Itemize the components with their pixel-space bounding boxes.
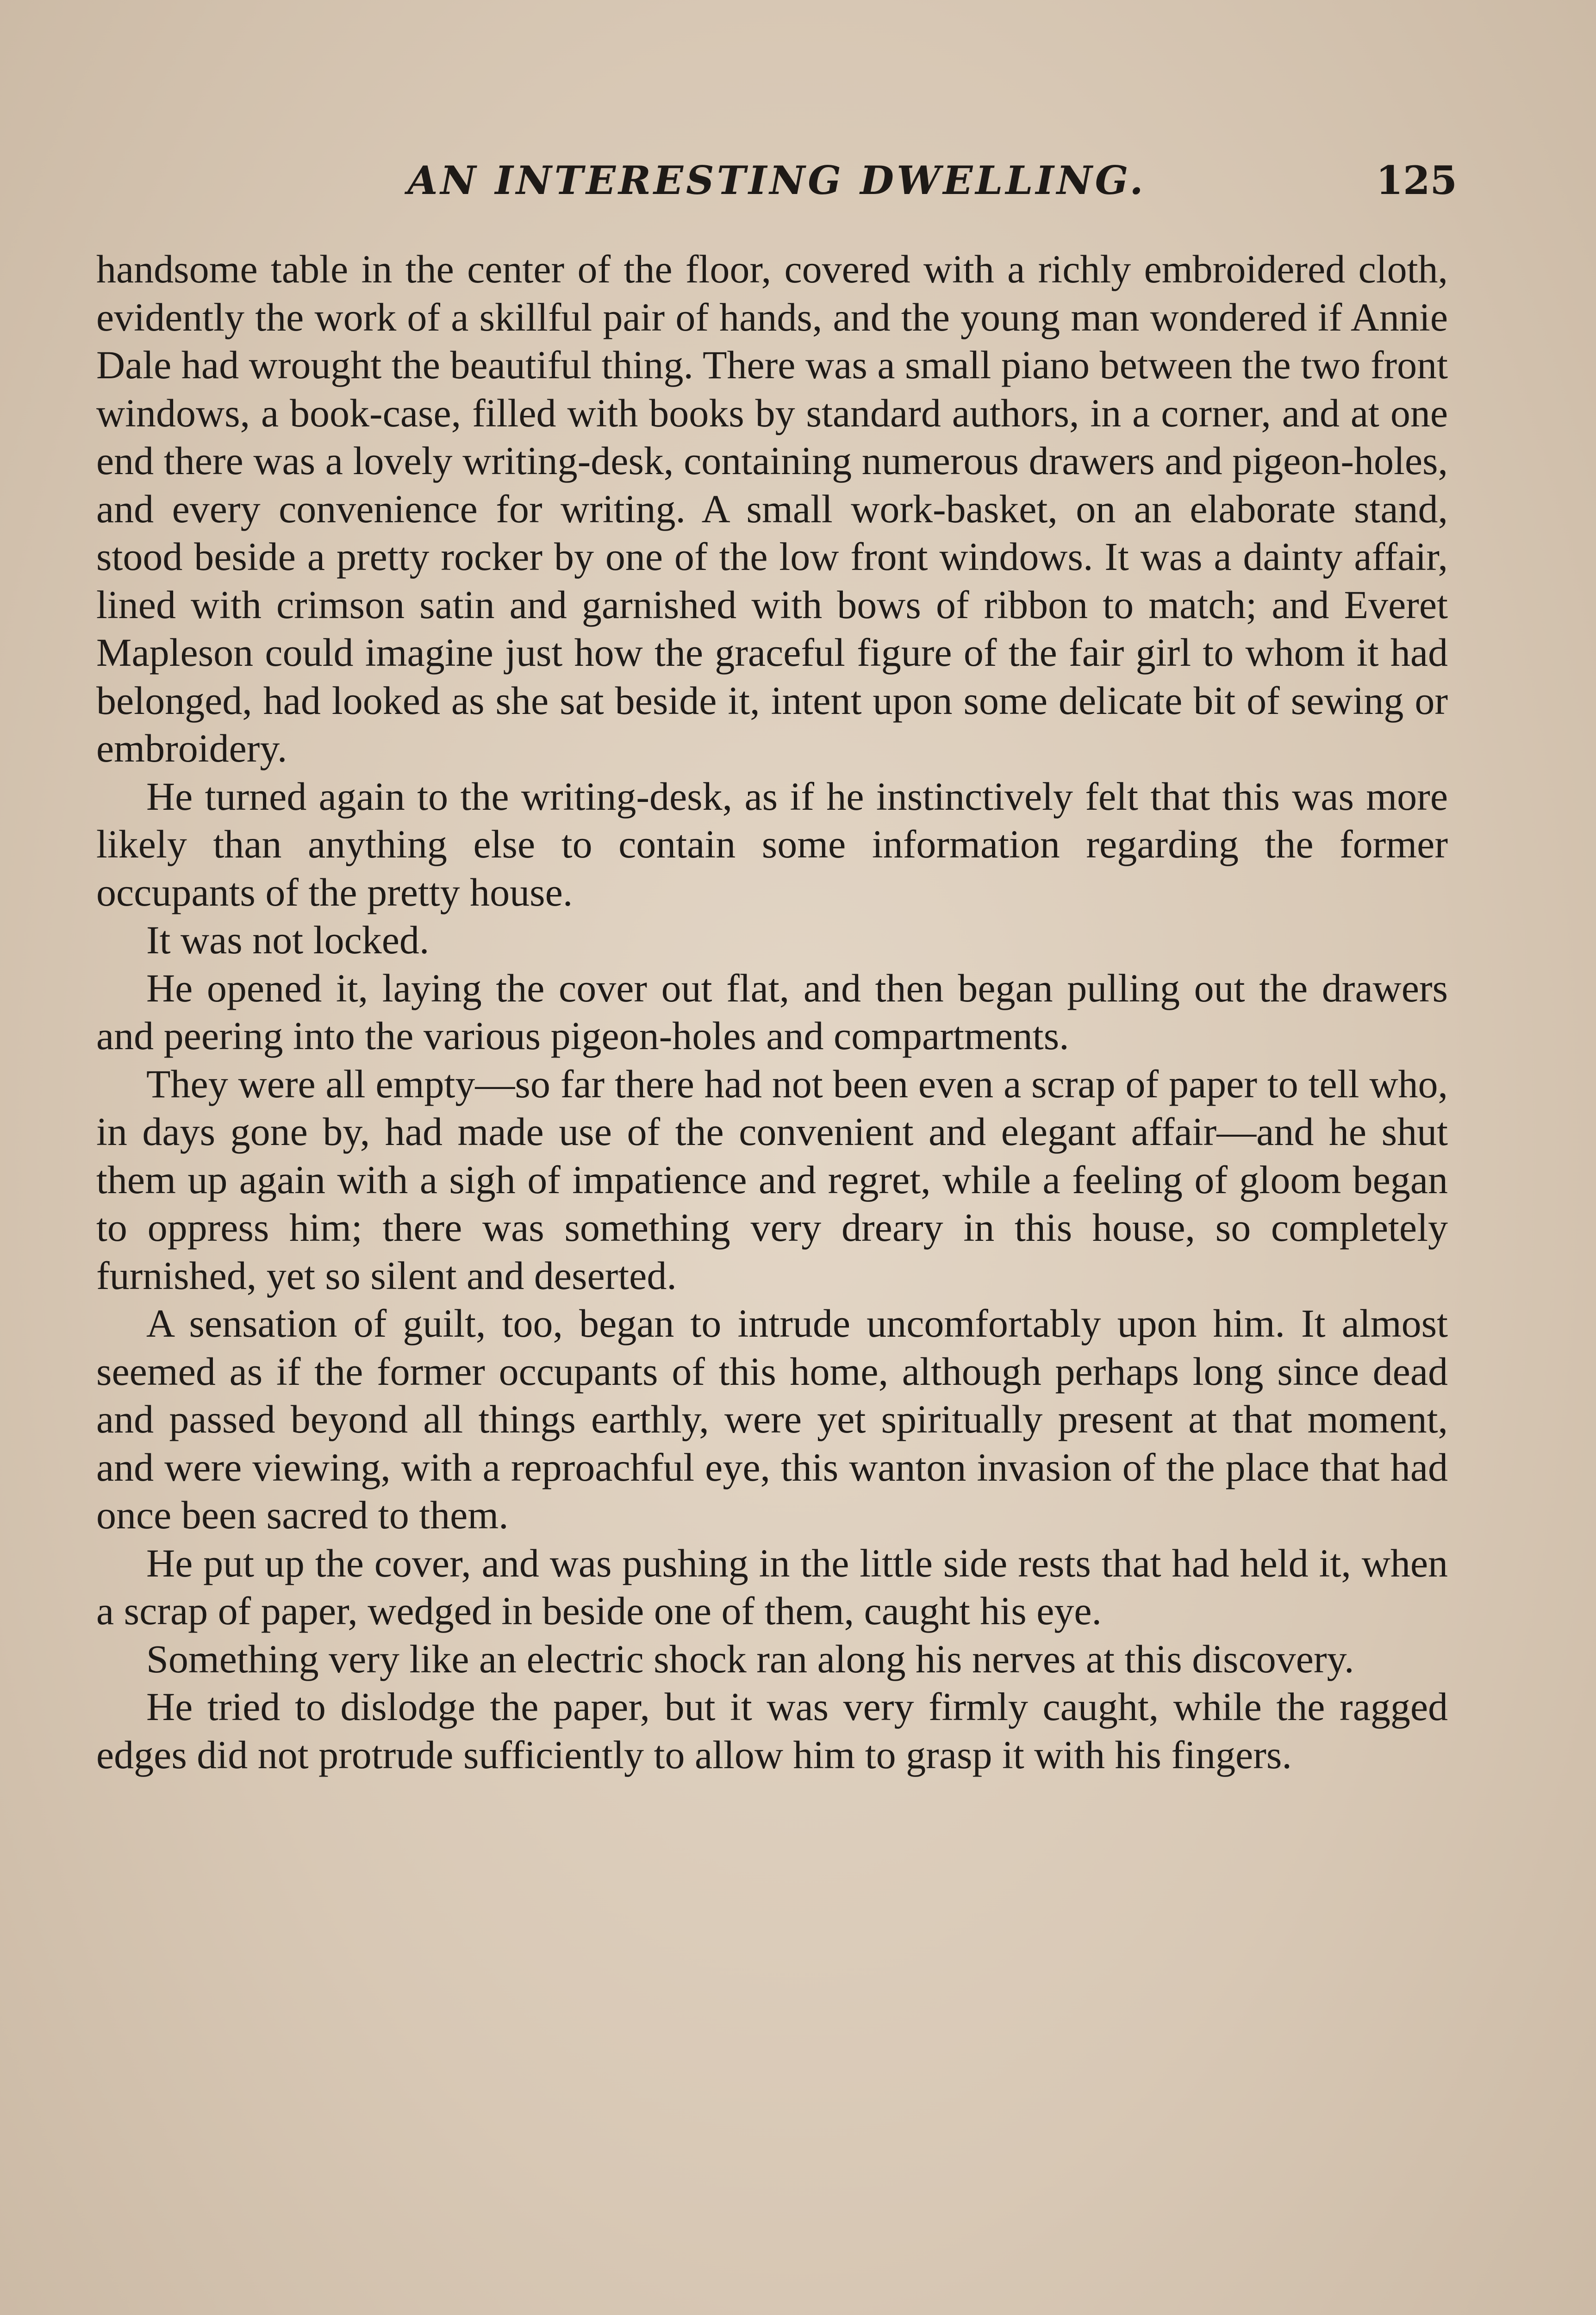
paragraph: He put up the cover, and was pushing in the little side rests that had held it, when a scrap of paper, wedged in beside one of them, caught his eye. — [96, 1540, 1448, 1633]
paragraph: He tried to dislodge the paper, but it was very firmly caught, while the ragged edges did not protrude sufficiently to allow him to grasp it with his fingers. — [96, 1684, 1448, 1777]
page-number: 125 — [1376, 157, 1457, 203]
running-title: AN INTERESTING DWELLING. — [407, 157, 1146, 203]
paragraph: It was not locked. — [146, 918, 430, 962]
body-text — [96, 245, 1448, 1779]
paragraph: Something very like an electric shock ran along his nerves at this discovery. — [146, 1636, 1354, 1681]
page-header — [96, 153, 1457, 208]
paragraph: A sensation of guilt, too, began to intrude uncomfortably upon him. It almost seemed as if the former occupants of this home, although perhaps long since dead and passed beyond all things earthly, were yet spiritually present at that moment, and were viewing, with a reproachful eye, this wanton invasion of the place that had once been sacred to them. — [96, 1301, 1448, 1537]
paragraph: handsome table in the center of the floor, covered with a richly embroidered cloth, evidently the work of a skillful pair of hands, and the young man wondered if Annie Dale had wrought the beautiful thing. There was a small piano between the two front windows, a book-case, filled with books by standard authors, in a corner, and at one end there was a lovely writing-desk, containing numerous drawers and pigeon-holes, and every convenience for writing. A small work-basket, on an elaborate stand, stood beside a pretty rocker by one of the low front windows. It was a dainty affair, lined with crimson satin and garnished with bows of ribbon to match; and Everet Mapleson could imagine just how the graceful figure of the fair girl to whom it had belonged, had looked as she sat beside it, intent upon some delicate bit of sewing or embroidery. — [96, 247, 1448, 770]
paragraph: They were all empty—so far there had not been even a scrap of paper to tell who, in days gone by, had made use of the convenient and elegant affair—and he shut them up again with a sigh of impatience and regret, while a feeling of gloom began to oppress him; there was something very dreary in this house, so completely furnished, yet so silent and deserted. — [96, 1061, 1448, 1298]
paragraph: He opened it, laying the cover out flat, and then began pulling out the drawers and peering into the various pigeon-holes and compartments. — [96, 965, 1448, 1058]
paragraph: He turned again to the writing-desk, as if he instinctively felt that this was more likely than anything else to contain some information regarding the former occupants of the pretty house. — [96, 774, 1448, 914]
